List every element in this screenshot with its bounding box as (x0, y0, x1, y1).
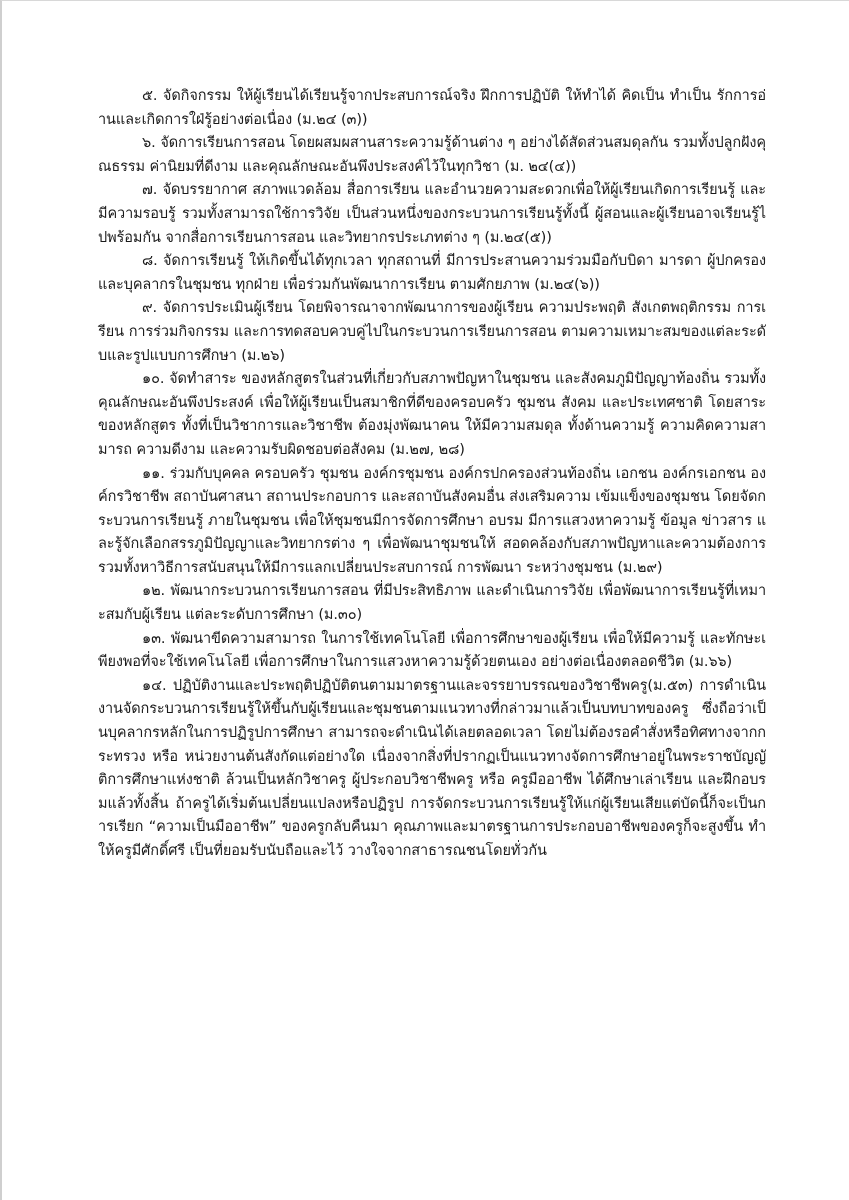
paragraph-item-13: ๑๓. พัฒนาขีดความสามารถ ในการใช้เทคโนโลยี เพื่อการศึกษาของผู้เรียน เพื่อให้มีความรู้ และทักษะเพียงพอที่จะใช้เทคโนโลยี เพื่อการศึกษาในการแสวงหาความรู้ด้วยตนเอง อย่างต่อเนื่องตลอดชีวิต (ม.๖๖) (98, 630, 766, 671)
paragraph-item-8: ๘. จัดการเรียนรู้ ให้เกิดขึ้นได้ทุกเวลา ทุกสถานที่ มีการประสานความร่วมมือกับบิดา มารดา ผู้ปกครอง และบุคลากรในชุมชน ทุกฝ่าย เพื่อร่วมกันพัฒนาการเรียน ตามศักยภาพ (ม.๒๔(๖)) (98, 253, 766, 293)
paragraph-item-9: ๙. จัดการประเมินผู้เรียน โดยพิจารณาจากพัฒนาการของผู้เรียน ความประพฤติ สังเกตพฤติกรรม การเรียน การร่วมกิจกรรม และการทดสอบควบคู่ไปในกระบวนการเรียนการสอน ตามความเหมาะสมของแต่ละระดับและรูปแบบการศึกษา (ม.๒๖) (98, 300, 766, 364)
paragraph-item-14: ๑๔. ปฏิบัติงานและประพฤติปฏิบัติตนตามมาตรฐานและจรรยาบรรณของวิชาชีพครู(ม.๕๓) การดำเนินงานจัดกระบวนการเรียนรู้ให้ขึ้นกับผู้เรียนและชุมชนตามแนวทางที่กล่าวมาแล้วเป็นบทบาทของครู ซึ่งถือว่าเป็นบุคลากรหลักในการปฏิรูปการศึกษา สามารถจะดำเนินได้เลยตลอดเวลา โดยไม่ต้องรอคำสั่งหรือทิศทางจากกระทรวง หรือ หน่วยงานต้นสังกัดแต่อย่างใด เนื่องจากสิ่งที่ปรากฏเป็นแนวทางจัดการศึกษาอยู่ในพระราชบัญญัติการศึกษาแห่งชาติ ล้วนเป็นหลักวิชาครู ผู้ประกอบวิชาชีพครู หรือ ครูมืออาชีพ ได้ศึกษาเล่าเรียน และฝึกอบรมแล้วทั้งสิ้น ถ้าครูได้เริ่มต้นเปลี่ยนแปลงหรือปฏิรูป การจัดกระบวนการเรียนรู้ให้แก่ผู้เรียนเสียแต่บัดนี้ก็จะเป็นการเรียก “ความเป็นมืออาชีพ” ของครูกลับคืนมา คุณภาพและมาตรฐานการประกอบอาชีพของครูก็จะสูงขึ้น ทำให้ครูมีศักดิ์ศรี เป็นที่ยอมรับนับถือและไว้ วางใจจากสาธารณชนโดยทั่วกัน (98, 677, 766, 859)
paragraph-item-7: ๗. จัดบรรยากาศ สภาพแวดล้อม สื่อการเรียน และอำนวยความสะดวกเพื่อให้ผู้เรียนเกิดการเรียนรู้ และมีความรอบรู้ รวมทั้งสามารถใช้การวิจัย เป็นส่วนหนึ่งของกระบวนการเรียนรู้ทั้งนี้ ผู้สอนและผู้เรียนอาจเรียนรู้ไปพร้อมกัน จากสื่อการเรียนการสอน และวิทยากรประเภทต่าง ๆ (ม.๒๔(๕)) (98, 182, 766, 246)
paragraph-item-12: ๑๒. พัฒนากระบวนการเรียนการสอน ที่มีประสิทธิภาพ และดำเนินการวิจัย เพื่อพัฒนาการเรียนรู้ที่เหมาะสมกับผู้เรียน แต่ละระดับการศึกษา (ม.๓๐) (98, 583, 766, 624)
paragraph-item-10: ๑๐. จัดทำสาระ ของหลักสูตรในส่วนที่เกี่ยวกับสภาพปัญหาในชุมชน และสังคมภูมิปัญญาท้องถิ่น รวมทั้งคุณลักษณะอันพึงประสงค์ เพื่อให้ผู้เรียนเป็นสมาชิกที่ดีของครอบครัว ชุมชน สังคม และประเทศชาติ โดยสาระของหลักสูตร ทั้งที่เป็นวิชาการและวิชาชีพ ต้องมุ่งพัฒนาคน ให้มีความสมดุล ทั้งด้านความรู้ ความคิดความสามารถ ความดีงาม และความรับผิดชอบต่อสังคม (ม.๒๗, ๒๘) (98, 371, 766, 458)
paragraph-item-11: ๑๑. ร่วมกับบุคคล ครอบครัว ชุมชน องค์กรชุมชน องค์กรปกครองส่วนท้องถิ่น เอกชน องค์กรเอกชน องค์กรวิชาชีพ สถาบันศาสนา สถานประกอบการ และสถาบันสังคมอื่น ส่งเสริมความ เข้มแข็งของชุมชน โดยจัดกระบวนการเรียนรู้ ภายในชุมชน เพื่อให้ชุมชนมีการจัดการศึกษา อบรม มีการแสวงหาความรู้ ข้อมูล ข่าวสาร และรู้จักเลือกสรรภูมิปัญญาและวิทยากรต่าง ๆ เพื่อพัฒนาชุมชนให้ สอดคล้องกับสภาพปัญหาและความต้องการ รวมทั้งหาวิธีการสนับสนุนให้มีการแลกเปลี่ยนประสบการณ์ การพัฒนา ระหว่างชุมชน (ม.๒๙) (98, 465, 766, 576)
document-body (98, 85, 766, 864)
paragraph-item-5: ๕. จัดกิจกรรม ให้ผู้เรียนได้เรียนรู้จากประสบการณ์จริง ฝึกการปฏิบัติ ให้ทำได้ คิดเป็น ทำเป็น รักการอ่านและเกิดการใฝ่รู้อย่างต่อเนื่อง (ม.๒๔ (๓)) (98, 88, 766, 128)
paragraph-item-6: ๖. จัดการเรียนการสอน โดยผสมผสานสาระความรู้ด้านต่าง ๆ อย่างได้สัดส่วนสมดุลกัน รวมทั้งปลูกฝังคุณธรรม ค่านิยมที่ดีงาม และคุณลักษณะอันพึงประสงค์ไว้ในทุกวิชา (ม. ๒๔(๔)) (98, 135, 766, 175)
